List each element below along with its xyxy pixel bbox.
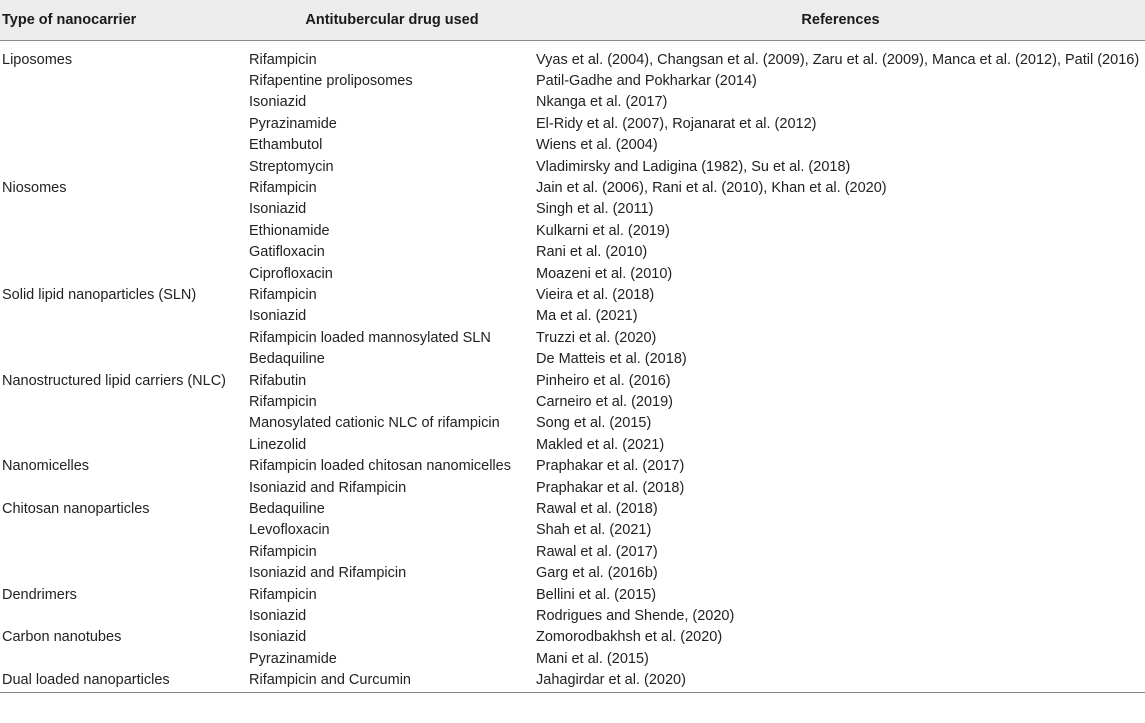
drug-cell: Pyrazinamide — [249, 115, 337, 132]
table-row — [0, 92, 1145, 113]
table-row — [0, 435, 1145, 456]
carrier-cell: Niosomes — [2, 179, 67, 196]
table-row — [0, 670, 1145, 692]
carrier-cell: Dual loaded nanoparticles — [0, 670, 248, 692]
table-row — [0, 542, 1145, 563]
carrier-cell — [0, 242, 248, 263]
drug-cell: Bedaquiline — [249, 351, 325, 368]
table-body — [0, 40, 1145, 692]
carrier-cell — [0, 157, 248, 178]
table-row — [0, 499, 1145, 520]
carrier-cell — [0, 392, 248, 413]
references-cell: Singh et al. (2011) — [536, 201, 654, 218]
drug-cell: Rifampicin — [249, 543, 317, 560]
drug-cell: Rifampicin and Curcumin — [248, 670, 536, 692]
references-cell: Ma et al. (2021) — [536, 308, 638, 325]
carrier-cell — [0, 413, 248, 434]
drug-cell: Bedaquiline — [249, 501, 325, 518]
carrier-cell: Nanomicelles — [2, 458, 90, 475]
references-cell: Garg et al. (2016b) — [536, 565, 658, 582]
table-row — [0, 413, 1145, 434]
references-cell: Vieira et al. (2018) — [536, 286, 655, 303]
carrier-cell: Chitosan nanoparticles — [2, 501, 150, 518]
carrier-cell — [0, 478, 248, 499]
references-cell: Mani et al. (2015) — [536, 650, 649, 667]
references-cell: De Matteis et al. (2018) — [536, 351, 687, 368]
table-row — [0, 585, 1145, 606]
references-cell: Pinheiro et al. (2016) — [536, 372, 671, 389]
references-cell: Praphakar et al. (2018) — [536, 479, 685, 496]
references-cell: Song et al. (2015) — [536, 415, 652, 432]
header-references: References — [536, 0, 1145, 40]
carrier-cell — [0, 264, 248, 285]
drug-cell: Levofloxacin — [249, 522, 330, 539]
drug-cell: Gatifloxacin — [249, 244, 325, 261]
header-drug: Antitubercular drug used — [248, 0, 536, 40]
carrier-cell — [0, 563, 248, 584]
references-cell: Vyas et al. (2004), Changsan et al. (2009), Zaru et al. (2009), Manca et al. (2012), Patil (2016) — [536, 51, 1140, 68]
drug-cell: Rifabutin — [249, 372, 307, 389]
references-cell: Makled et al. (2021) — [536, 436, 665, 453]
table-row — [0, 520, 1145, 541]
table-row — [0, 371, 1145, 392]
references-cell: Shah et al. (2021) — [536, 522, 652, 539]
drug-cell: Rifampicin loaded mannosylated SLN — [249, 329, 491, 346]
header-row — [0, 0, 1145, 40]
drug-cell: Isoniazid and Rifampicin — [249, 479, 407, 496]
carrier-cell — [0, 71, 248, 92]
drug-cell: Isoniazid and Rifampicin — [249, 565, 407, 582]
table-row — [0, 627, 1145, 648]
carrier-cell — [0, 92, 248, 113]
references-cell: Bellini et al. (2015) — [536, 586, 657, 603]
drug-cell: Ethambutol — [249, 137, 323, 154]
drug-cell: Isoniazid — [249, 94, 307, 111]
table-row — [0, 114, 1145, 135]
table-row — [0, 242, 1145, 263]
drug-cell: Rifampicin — [249, 394, 317, 410]
table-row — [0, 563, 1145, 584]
drug-cell: Isoniazid — [249, 308, 307, 325]
table-row — [0, 392, 1145, 413]
carrier-cell — [0, 135, 248, 156]
table-row — [0, 349, 1145, 370]
table-row — [0, 40, 1145, 71]
drug-cell: Linezolid — [249, 436, 307, 453]
carrier-cell — [0, 649, 248, 670]
table-row — [0, 264, 1145, 285]
table-row — [0, 199, 1145, 220]
references-cell: Praphakar et al. (2017) — [536, 458, 685, 475]
table-header — [0, 0, 1145, 40]
carrier-cell — [0, 520, 248, 541]
carrier-cell: Liposomes — [2, 51, 73, 68]
drug-cell: Rifampicin — [249, 51, 317, 68]
drug-cell: Isoniazid — [249, 608, 307, 625]
references-cell: Moazeni et al. (2010) — [536, 265, 673, 282]
drug-cell: Ciprofloxacin — [249, 265, 333, 282]
drug-cell: Rifampicin — [249, 586, 317, 603]
references-cell: Rani et al. (2010) — [536, 244, 648, 261]
table-row — [0, 456, 1145, 477]
table-row — [0, 157, 1145, 178]
table-row — [0, 178, 1145, 199]
table-row — [0, 71, 1145, 92]
carrier-cell: Solid lipid nanoparticles (SLN) — [2, 286, 197, 303]
references-cell: Patil-Gadhe and Pokharkar (2014) — [536, 72, 757, 89]
drug-cell: Pyrazinamide — [249, 650, 337, 667]
references-cell: Rawal et al. (2017) — [536, 543, 658, 560]
drug-cell: Isoniazid — [249, 201, 307, 218]
carrier-cell — [0, 114, 248, 135]
table-row — [0, 649, 1145, 670]
carrier-cell: Nanostructured lipid carriers (NLC) — [2, 372, 227, 389]
table-row — [0, 135, 1145, 156]
carrier-cell — [0, 606, 248, 627]
references-cell: Nkanga et al. (2017) — [536, 94, 668, 111]
table-row — [0, 285, 1145, 306]
carrier-cell — [0, 542, 248, 563]
carrier-cell: Dendrimers — [2, 586, 77, 603]
references-cell: Truzzi et al. (2020) — [536, 329, 657, 346]
carrier-cell — [0, 199, 248, 220]
carrier-cell — [0, 306, 248, 327]
carrier-cell: Carbon nanotubes — [2, 629, 122, 646]
references-cell: Rawal et al. (2018) — [536, 501, 658, 518]
references-cell: Carneiro et al. (2019) — [536, 394, 674, 410]
references-cell: Jain et al. (2006), Rani et al. (2010), Khan et al. (2020) — [536, 179, 887, 196]
carrier-cell — [0, 328, 248, 349]
references-cell: El-Ridy et al. (2007), Rojanarat et al. (2012) — [536, 115, 817, 132]
drug-cell: Rifampicin — [249, 179, 317, 196]
table-row — [0, 221, 1145, 242]
drug-cell: Streptomycin — [249, 158, 334, 175]
drug-cell: Rifapentine proliposomes — [249, 72, 413, 89]
references-cell: Kulkarni et al. (2019) — [536, 222, 670, 239]
table-row — [0, 306, 1145, 327]
header-carrier: Type of nanocarrier — [0, 0, 248, 40]
drug-cell: Rifampicin loaded chitosan nanomicelles — [249, 458, 511, 475]
references-cell: Wiens et al. (2004) — [536, 137, 658, 154]
carrier-cell — [0, 435, 248, 456]
table-row — [0, 328, 1145, 349]
table-row — [0, 478, 1145, 499]
references-cell: Jahagirdar et al. (2020) — [536, 670, 1145, 692]
carrier-cell — [0, 221, 248, 242]
references-cell: Vladimirsky and Ladigina (1982), Su et al. (2018) — [536, 158, 851, 175]
table-row — [0, 606, 1145, 627]
drug-cell: Rifampicin — [249, 286, 317, 303]
drug-cell: Manosylated cationic NLC of rifampicin — [249, 415, 500, 432]
drug-cell: Isoniazid — [249, 629, 307, 646]
references-cell: Zomorodbakhsh et al. (2020) — [536, 629, 723, 646]
drug-cell: Ethionamide — [249, 222, 330, 239]
carrier-cell — [0, 349, 248, 370]
references-cell: Rodrigues and Shende, (2020) — [536, 608, 735, 625]
